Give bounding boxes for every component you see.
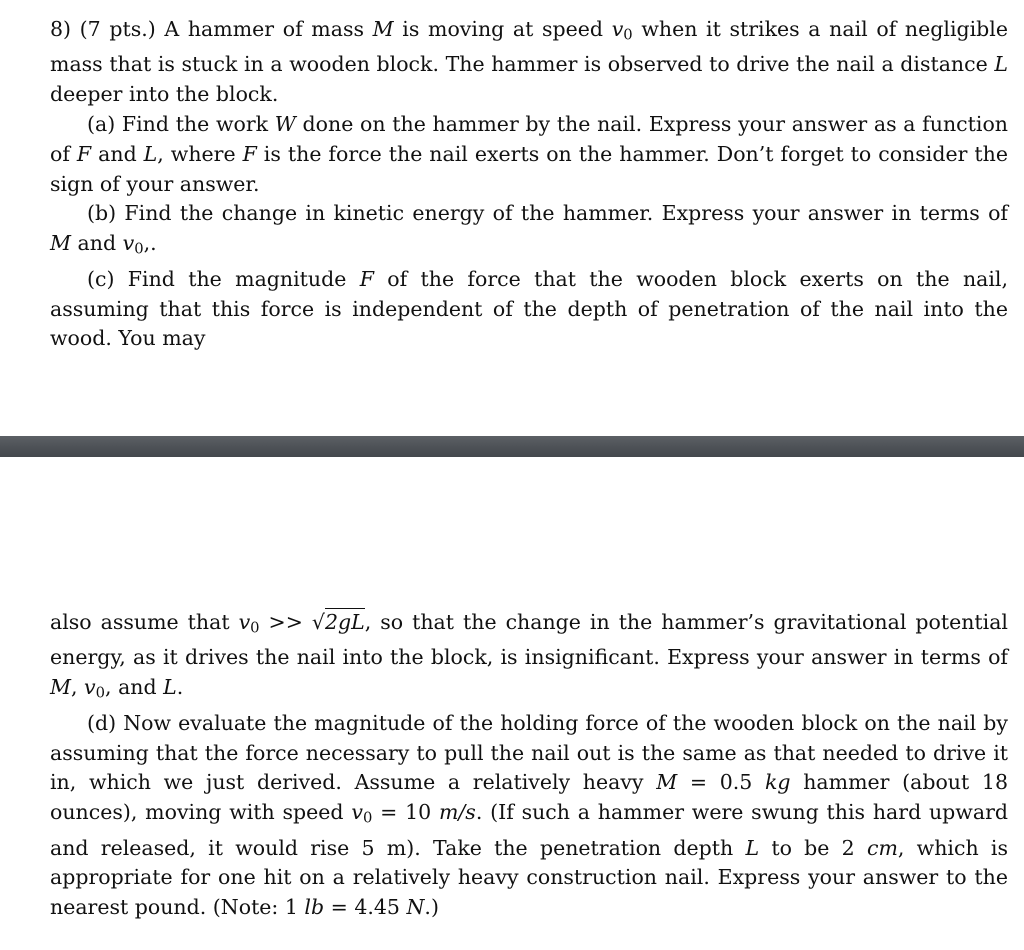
math-unit-lb: lb <box>304 895 325 920</box>
text: (a) Find the work <box>87 112 275 137</box>
text: and <box>71 231 123 256</box>
math-L: L <box>163 675 177 700</box>
text: . (If such a hammer were swung this hard upward and released, it would rise 5 m). Take the penetration depth <box>50 800 1008 860</box>
text: = 10 <box>372 800 439 825</box>
part-c <box>50 265 1008 354</box>
text: deeper into the block. <box>50 82 279 107</box>
text: is the force the nail exerts on the hammer. Don’t forget to consider the sign of your answer. <box>50 141 1008 196</box>
text: when it strikes a nail of negligible mass that is stuck in a wooden block. The hammer is observed to drive the nail a distance <box>50 17 1008 77</box>
math-M: M <box>656 770 678 795</box>
text: done on the hammer by the nail. Express your answer as a function of <box>50 112 1008 166</box>
text: (d) Now evaluate the magnitude of the holding force of the wooden block on the nail by assuming that the force necessary to pull the nail out is the same as that needed to drive it in, which we just derived. Assume a relatively heavy <box>50 710 1008 795</box>
text: .) <box>424 895 439 920</box>
math-subscript: 0 <box>362 809 373 827</box>
text: , <box>71 675 85 700</box>
sqrt-radicand: 2gL <box>324 610 365 634</box>
part-c-continued <box>50 608 1008 709</box>
text: ,. <box>143 231 157 256</box>
math-L: L <box>143 141 158 166</box>
math-v: v <box>238 610 251 634</box>
math-v: v <box>611 17 624 41</box>
text: . <box>176 675 184 700</box>
math-unit-kg: kg <box>764 770 791 795</box>
math-M: M <box>50 675 71 700</box>
part-b <box>50 199 1008 264</box>
problem-intro <box>50 15 1008 110</box>
math-L: L <box>994 52 1008 77</box>
math-much-greater: >> <box>259 610 312 634</box>
math-sqrt <box>312 608 365 634</box>
math-v: v <box>351 800 363 825</box>
math-M: M <box>50 231 71 256</box>
text: and <box>91 141 144 166</box>
part-a <box>50 110 1008 199</box>
text: , and <box>105 675 164 700</box>
text: = 4.45 <box>324 895 407 920</box>
text: of the force that the wooden block exerts on the nail, assuming that this force is independent of the depth of penetration of the nail into the wood. You may <box>50 266 1008 351</box>
text: is moving at speed <box>393 17 612 41</box>
math-subscript: 0 <box>95 684 106 702</box>
math-subscript: 0 <box>250 619 260 637</box>
math-F: F <box>76 141 92 166</box>
problem-text-bottom <box>50 608 1008 923</box>
text: , where <box>157 141 243 166</box>
text: also assume that <box>50 610 239 634</box>
math-W: W <box>274 112 296 137</box>
math-M: M <box>372 17 394 41</box>
math-unit-cm: cm <box>866 835 898 860</box>
math-subscript: 0 <box>134 240 144 258</box>
math-L: L <box>745 835 760 860</box>
text: 8) (7 pts.) A hammer of mass <box>50 17 373 41</box>
text: (b) Find the change in kinetic energy of the hammer. Express your answer in terms of <box>87 201 1008 226</box>
text: , which is appropriate for one hit on a relatively heavy construction nail. Express your answer to the nearest pound. (Note: 1 <box>50 835 1008 920</box>
math-v: v <box>84 675 96 700</box>
part-d <box>50 709 1008 923</box>
problem-text-top <box>50 15 1008 354</box>
math-F: F <box>242 141 257 166</box>
math-unit-ms: m/s <box>438 800 476 825</box>
math-v: v <box>122 231 135 256</box>
math-subscript: 0 <box>623 26 633 44</box>
text: hammer (about 18 ounces), moving with speed <box>50 770 1008 825</box>
math-F: F <box>359 266 374 291</box>
text: , so that the change in the hammer’s gravitational potential energy, as it drives the nail into the block, is insignificant. Express your answer in terms of <box>50 610 1008 670</box>
text: (c) Find the magnitude <box>87 266 360 291</box>
sqrt-symbol: √ <box>311 610 325 634</box>
page-break-divider <box>0 436 1024 457</box>
text: to be 2 <box>759 835 867 860</box>
text: = 0.5 <box>677 770 765 795</box>
math-unit-N: N <box>406 895 425 920</box>
